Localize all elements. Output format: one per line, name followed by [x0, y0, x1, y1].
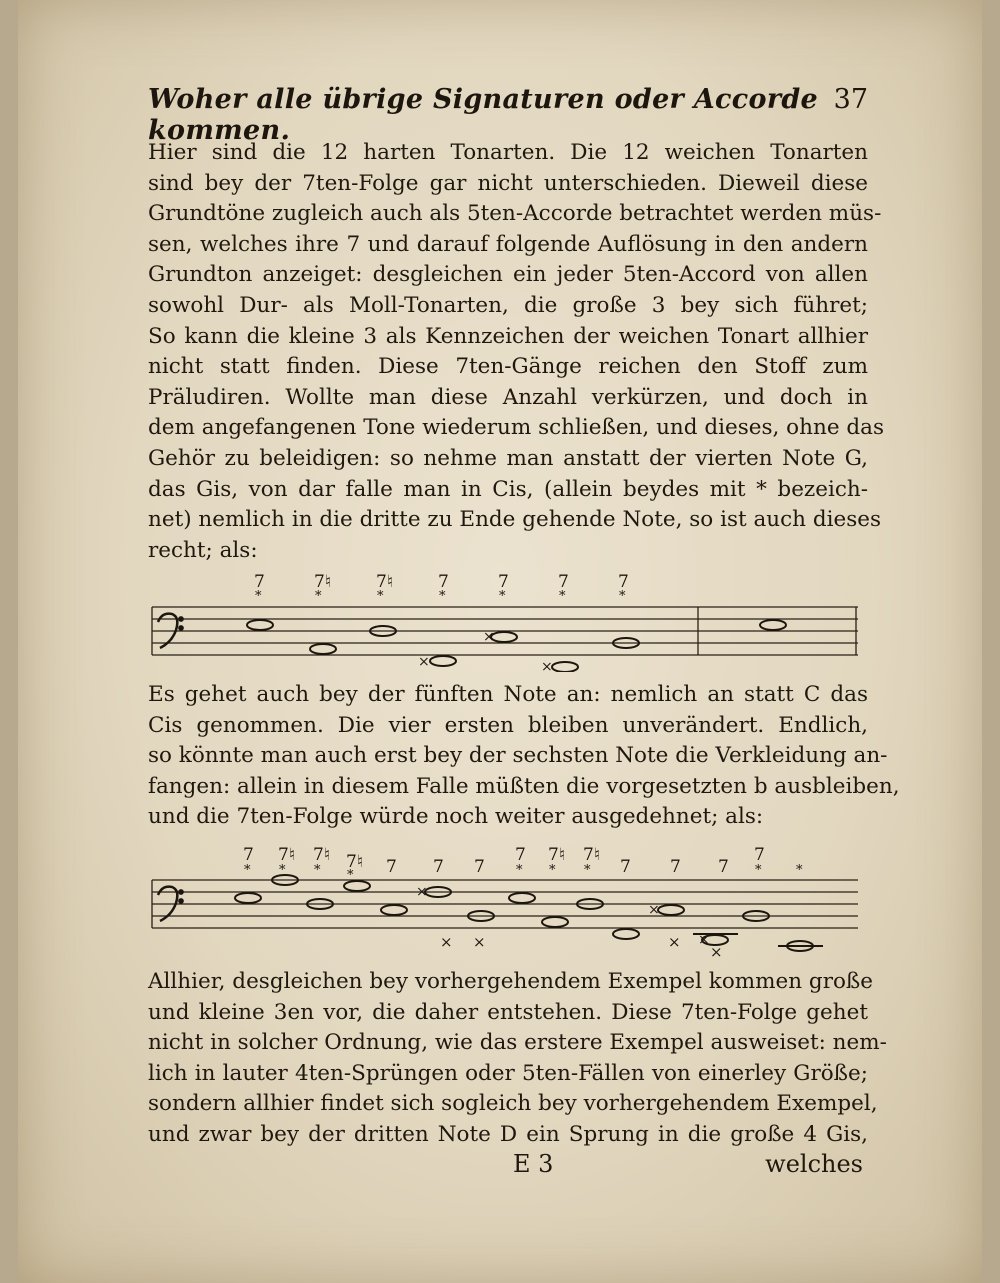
staff-lines [152, 607, 858, 655]
figure-sharp: * [347, 868, 354, 883]
figure: 7♮ [548, 845, 565, 865]
figure-sharp: * [499, 589, 506, 604]
figure: 7 [620, 857, 631, 877]
cross-mark: × [440, 933, 453, 951]
figure-sharp: * [279, 863, 286, 878]
text-line: das Gis, von dar falle man in Cis, (allein beydes mit * bezeich- [148, 476, 868, 502]
text-line: recht; als: [148, 537, 258, 563]
figure: 7♮ [314, 572, 331, 592]
text-line: sind bey der 7ten-Folge gar nicht unterschieden. Dieweil diese [148, 170, 868, 196]
figure-sharp: * [255, 589, 262, 604]
text-line: Grundtöne zugleich auch als 5ten-Accorde betrachtet werden müs- [148, 201, 882, 227]
book-page [18, 0, 982, 1283]
running-title: Woher alle übrige Signaturen oder Accorde kommen. [148, 84, 819, 146]
figure-sharp: * [315, 589, 322, 604]
text-line: und zwar bey der dritten Note D ein Sprung in die große 4 Gis, [148, 1121, 868, 1147]
running-header [148, 84, 868, 146]
figure: 7 [515, 845, 526, 865]
figure-sharp: * [439, 589, 446, 604]
text-line: so könnte man auch erst bey der sechsten Note die Verkleidung an- [148, 743, 888, 769]
figure: 7 [618, 572, 629, 592]
figure: 7 [718, 857, 729, 877]
figure: 7 [433, 857, 444, 877]
figure-sharp: * [377, 589, 384, 604]
svg-text:×: × [541, 659, 553, 672]
figure: 7♮ [278, 845, 295, 865]
signature-mark: E 3 [513, 1150, 554, 1178]
svg-text:×: × [416, 884, 428, 900]
text-line: Präludiren. Wollte man diese Anzahl verkürzen, und doch in [148, 384, 868, 410]
music-example-1 [148, 572, 863, 672]
paragraph-3 [148, 967, 887, 1151]
figure: 7 [558, 572, 569, 592]
text-line: nicht statt finden. Diese 7ten-Gänge reichen den Stoff zum [148, 354, 868, 380]
text-line: Allhier, desgleichen bey vorhergehendem Exempel kommen große [148, 969, 874, 994]
figure-sharp: * [244, 863, 251, 878]
figure-sharp: * [796, 863, 803, 878]
figure-sharp: * [584, 863, 591, 878]
figure-sharp: * [314, 863, 321, 878]
figure-sharp: * [516, 863, 523, 878]
svg-text:×: × [483, 629, 495, 645]
figure-sharp: * [755, 863, 762, 878]
cross-mark: × [710, 943, 723, 961]
figure: 7 [243, 845, 254, 865]
text-line: fangen: allein in diesem Falle müßten die vorgesetzten b ausbleiben, [148, 773, 900, 799]
text-line: dem angefangenen Tone wiederum schließen, und dieses, ohne das [148, 415, 884, 441]
figure: 7 [754, 845, 765, 865]
cross-mark: × [668, 933, 681, 951]
text-line: sondern allhier findet sich sogleich bey vorhergehendem Exempel, [148, 1091, 878, 1117]
text-line: So kann die kleine 3 als Kennzeichen der weichen Tonart allhier [148, 323, 868, 349]
figure: 7 [254, 572, 265, 592]
text-line: Grundton anzeiget: desgleichen ein jeder 5ten-Accord von allen [148, 262, 868, 288]
figure: 7 [498, 572, 509, 592]
figure: 7 [386, 857, 397, 877]
paragraph-2 [148, 680, 900, 833]
text-line: Hier sind die 12 harten Tonarten. Die 12 weichen Tonarten [148, 140, 868, 165]
text-line: lich in lauter 4ten-Sprüngen oder 5ten-Fällen von einerley Größe; [148, 1060, 868, 1086]
figure: 7 [438, 572, 449, 592]
text-line: sowohl Dur- als Moll-Tonarten, die große 3 bey sich führet; [148, 292, 868, 318]
text-line: und kleine 3en vor, die daher entstehen. Diese 7ten-Folge gehet [148, 999, 868, 1025]
music-example-2 [148, 845, 863, 965]
cross-mark: × [473, 933, 486, 951]
svg-text:×: × [648, 902, 660, 918]
notes [247, 620, 786, 672]
text-line: Es gehet auch bey der fünften Note an: nemlich an statt C das [148, 682, 868, 707]
text-line: sen, welches ihre 7 und darauf folgende Auflösung in den andern [148, 231, 868, 257]
text-line: net) nemlich in die dritte zu Ende gehende Note, so ist auch dieses [148, 507, 881, 533]
figure: 7 [474, 857, 485, 877]
text-line: Cis genommen. Die vier ersten bleiben unverändert. Endlich, [148, 712, 868, 738]
page-footer [148, 1150, 868, 1190]
figure: 7♮ [313, 845, 330, 865]
svg-text:×: × [698, 932, 710, 948]
catchword: welches [765, 1150, 863, 1178]
paragraph-1 [148, 138, 884, 566]
figure: 7♮ [346, 852, 363, 872]
figure-sharp: * [559, 589, 566, 604]
figure: 7♮ [376, 572, 393, 592]
text-line: nicht in solcher Ordnung, wie das erstere Exempel ausweiset: nem- [148, 1030, 887, 1056]
text-line: Gehör zu beleidigen: so nehme man anstatt der vierten Note G, [148, 445, 868, 471]
figure: 7♮ [583, 845, 600, 865]
page-number: 37 [833, 84, 868, 115]
figure: 7 [670, 857, 681, 877]
svg-text:×: × [418, 654, 430, 670]
notes [235, 875, 823, 951]
text-line: und die 7ten-Folge würde noch weiter ausgedehnet; als: [148, 804, 764, 830]
figure-sharp: * [549, 863, 556, 878]
figure-sharp: * [619, 589, 626, 604]
